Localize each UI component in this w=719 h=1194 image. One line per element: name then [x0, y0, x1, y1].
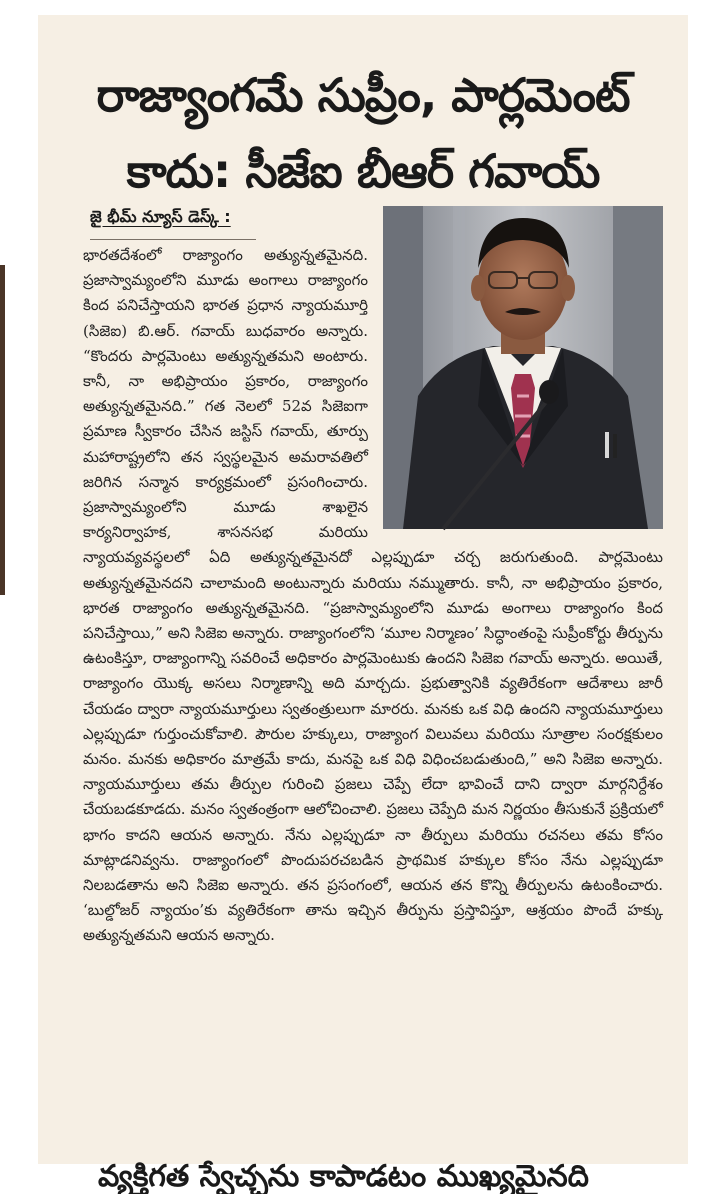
byline: జై భీమ్ న్యూస్ డెస్క్ : [90, 207, 231, 226]
photo-wrap-spacer [368, 243, 663, 543]
adjacent-page-edge [0, 265, 5, 595]
article-body [83, 243, 663, 949]
article-body-text: భారతదేశంలో రాజ్యాంగం అత్యున్నతమైనది. ప్రజాస్వామ్యంలోని మూడు అంగాలు రాజ్యాంగం కింద పనిచేస్తాయని భారత ప్రధాన న్యాయమూర్తి (సిజెఐ) బి.ఆర్. గవాయ్ బుధవారం అన్నారు. “కొందరు పార్లమెంటు అత్యున్నతమని అంటారు. కానీ, నా అభిప్రాయం ప్రకారం, రాజ్యాంగం అత్యున్నతమైనది.” గత నెలలో 52వ సిజెఐగా ప్రమాణ స్వీకారం చేసిన జస్టిస్ గవాయ్, తూర్పు మహారాష్ట్రలోని తన స్వస్థలమైన అమరావతిలో జరిగిన సన్మాన కార్యక్రమంలో ప్రసంగించారు. ప్రజాస్వామ్యంలోని మూడు శాఖలైన కార్యనిర్వాహక, శాసనసభ మరియు న్యాయవ్యవస్థలలో ఏది అత్యున్నతమైనదో ఎల్లప్పుడూ చర్చ జరుగుతుంది. పార్లమెంటు అత్యున్నతమైనదని చాలామంది అంటున్నారు మరియు నమ్ముతారు. కానీ, నా అభిప్రాయం ప్రకారం, భారత రాజ్యాంగం అత్యున్నతమైనది. “ప్రజాస్వామ్యంలోని మూడు అంగాలు రాజ్యాంగం కింద పనిచేస్తాయి,” అని సిజెఐ అన్నారు. రాజ్యాంగంలోని ‘మూల నిర్మాణం’ సిద్ధాంతంపై సుప్రీంకోర్టు తీర్పును ఉటంకిస్తూ, రాజ్యాంగాన్ని సవరించే అధికారం పార్లమెంటుకు ఉందని సిజెఐ గవాయ్ అన్నారు. అయితే, రాజ్యాంగం యొక్క అసలు నిర్మాణాన్ని అది మార్చదు. ప్రభుత్వానికి వ్యతిరేకంగా ఆదేశాలు జారీ చేయడం ద్వారా న్యాయమూర్తులు స్వతంత్రులుగా మారరు. మనకు ఒక విధి ఉందని న్యాయమూర్తులు ఎల్లప్పుడూ గుర్తుంచుకోవాలి. పౌరుల హక్కులు, రాజ్యాంగ విలువలు మరియు సూత్రాల సంరక్షకులం మనం. మనకు అధికారం మాత్రమే కాదు, మనపై ఒక విధి విధించబడుతుంది,” అని సిజెఐ అన్నారు. న్యాయమూర్తులు తమ తీర్పుల గురించి ప్రజలు చెప్పే లేదా భావించే దాని ద్వారా మార్గనిర్దేశం చేయబడకూడదు. మనం స్వతంత్రంగా ఆలోచించాలి. ప్రజలు చెప్పేది మన నిర్ణయం తీసుకునే ప్రక్రియలో భాగం కాదని ఆయన అన్నారు. నేను ఎల్లప్పుడూ నా తీర్పులు మరియు రచనలు తమ కోసం మాట్లాడనివ్వను. రాజ్యాంగంలో పొందుపరచబడిన ప్రాథమిక హక్కుల కోసం నేను ఎల్లప్పుడూ నిలబడతాను అని సిజెఐ అన్నారు. తన ప్రసంగంలో, ఆయన తన కొన్ని తీర్పులను ఉటంకించారు. ‘బుల్డోజర్ న్యాయం’కు వ్యతిరేకంగా తాను ఇచ్చిన తీర్పును ప్రస్తావిస్తూ, ఆశ్రయం పొందే హక్కు అత్యున్నతమని ఆయన అన్నారు. [83, 246, 664, 945]
headline-line-2: కాదు: సీజేఐ బీఆర్ గవాయ్ [126, 144, 600, 198]
byline-divider [90, 239, 256, 240]
next-article-heading-cut: వ్యక్తిగత స్వేచ్ఛను కాపాడటం ముఖ్యమైనది [98, 1159, 589, 1194]
newspaper-clipping [38, 15, 688, 1194]
headline-line-1: రాజ్యాంగమే సుప్రీం, పార్లమెంట్ [96, 68, 630, 122]
headline [38, 57, 688, 209]
